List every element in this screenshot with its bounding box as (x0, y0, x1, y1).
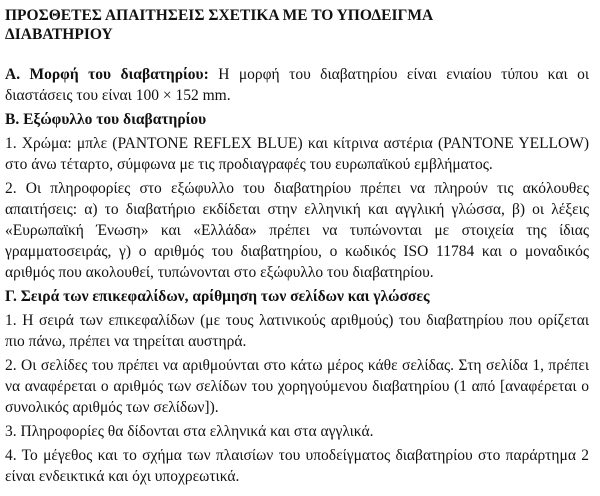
section-a-paragraph (5, 64, 589, 106)
section-a-text: Η μορφή του διαβατηρίου είναι ενιαίου τύπου και οι διαστάσεις του είναι 100 × 152 mm. (5, 66, 589, 104)
section-c-item-3: 3. Πληροφορίες θα δίδονται στα ελληνικά και στα αγγλικά. (5, 423, 374, 440)
section-a-heading: Α. Μορφή του διαβατηρίου: (5, 66, 209, 83)
document-title-line-1: ΠΡΟΣΘΕΤΕΣ ΑΠΑΙΤΗΣΕΙΣ ΣΧΕΤΙΚΑ ΜΕ ΤΟ ΥΠΟΔΕΙΓΜΑ (5, 7, 434, 24)
section-c-item-4: 4. Το μέγεθος και το σχήμα των πλαισίων του υποδείγματος διαβατηρίου στο παράρτημα 2 είναι ενδεικτικά και όχι υποχρεωτικά. (5, 447, 589, 485)
section-b-item-1: 1. Χρώμα: μπλε (PANTONE REFLEX BLUE) και κίτρινα αστέρια (PANTONE YELLOW) στο άνω τέταρτο, σύμφωνα με τις προδιαγραφές του ευρωπαϊκού εμβλήματος. (5, 135, 589, 173)
section-c-item-1: 1. Η σειρά των επικεφαλίδων (με τους λατινικούς αριθμούς) του διαβατηρίου που ορίζεται πιο πάνω, πρέπει να τηρείται αυστηρά. (5, 312, 589, 350)
document-page (5, 6, 589, 490)
section-b-heading: Β. Εξώφυλλο του διαβατηρίου (5, 111, 207, 128)
section-c-heading: Γ. Σειρά των επικεφαλίδων, αρίθμηση των σελίδων και γλώσσες (5, 288, 430, 305)
section-c-item-2: 2. Οι σελίδες του πρέπει να αριθμούνται στο κάτω μέρος κάθε σελίδας. Στη σελίδα 1, πρέπει να αναφέρεται ο αριθμός των σελίδων του χορηγούμενου διαβατηρίου (1 από [αναφέρεται ο συνολικός αριθμός των σελίδων]). (5, 357, 589, 416)
section-b-item-2: 2. Οι πληροφορίες στο εξώφυλλο του διαβατηρίου πρέπει να πληρούν τις ακόλουθες απαιτήσεις: α) το διαβατήριο εκδίδεται στην ελληνική και αγγλική γλώσσα, β) οι λέξεις «Ευρωπαϊκή Ένωση» και «Ελλάδα» πρέπει να τυπώνονται με στοιχεία της ίδιας γραμματοσειράς, γ) ο αριθμός του διαβατηρίου, ο κωδικός ISO 11784 και ο μοναδικός αριθμός που ακολουθεί, τυπώνονται στο εξώφυλλο του διαβατηρίου. (5, 180, 589, 281)
document-title (5, 6, 589, 44)
document-title-line-2: ΔΙΑΒΑΤΗΡΙΟΥ (5, 26, 113, 43)
